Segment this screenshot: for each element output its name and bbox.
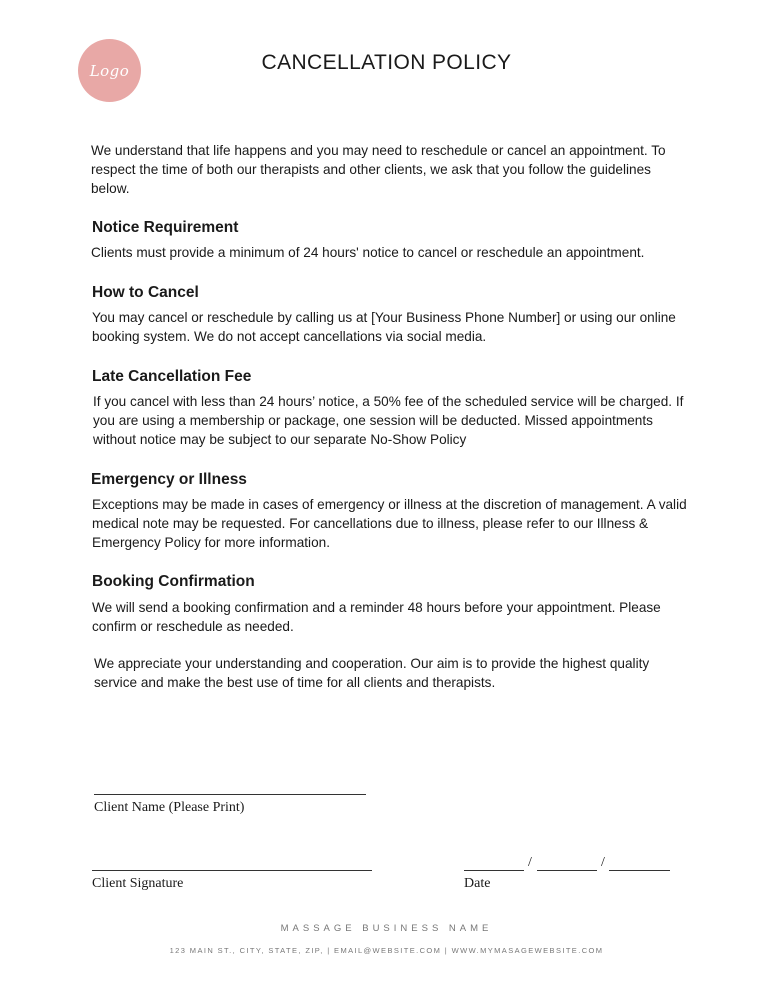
page-title: CANCELLATION POLICY bbox=[261, 51, 512, 74]
client-name-label: Client Name (Please Print) bbox=[94, 800, 245, 815]
section-heading-booking: Booking Confirmation bbox=[92, 573, 255, 590]
client-signature-line[interactable] bbox=[92, 870, 372, 871]
intro-paragraph: We understand that life happens and you may need to reschedule or cancel an appointment. To respect the time of both our therapists and other clients, we ask that you follow the guidelines below. bbox=[91, 143, 666, 196]
footer-business-name: MASSAGE BUSINESS NAME bbox=[280, 923, 493, 934]
logo-text: Logo bbox=[89, 61, 130, 80]
date-separator-1: / bbox=[528, 855, 532, 870]
section-heading-emergency: Emergency or Illness bbox=[91, 471, 247, 488]
footer-address: 123 MAIN ST., CITY, STATE, ZIP, | EMAIL@WEBSITE.COM | WWW.MYMASAGEWEBSITE.COM bbox=[169, 946, 604, 955]
date-label: Date bbox=[464, 876, 491, 891]
section-body-booking: We will send a booking confirmation and a reminder 48 hours before your appointment. Please confirm or reschedule as needed. bbox=[92, 600, 661, 634]
section-body-how-to-cancel: You may cancel or reschedule by calling us at [Your Business Phone Number] or using our online booking system. We do not accept cancellations via social media. bbox=[92, 310, 676, 344]
date-separator-2: / bbox=[601, 855, 605, 870]
section-heading-notice: Notice Requirement bbox=[92, 219, 239, 236]
section-heading-how-to-cancel: How to Cancel bbox=[92, 284, 199, 301]
section-body-late-fee: If you cancel with less than 24 hours’ notice, a 50% fee of the scheduled service will be charged. If you are using a membership or package, one session will be deducted. Missed appointments without notice may be subject to our separate No-Show Policy bbox=[93, 394, 684, 447]
section-heading-late-fee: Late Cancellation Fee bbox=[92, 368, 252, 385]
section-body-emergency: Exceptions may be made in cases of emergency or illness at the discretion of management. A valid medical note may be requested. For cancellations due to illness, please refer to our Illness & Emergency Policy for more information. bbox=[92, 497, 687, 550]
section-body-notice: Clients must provide a minimum of 24 hours' notice to cancel or reschedule an appointment. bbox=[91, 245, 645, 260]
client-name-line[interactable] bbox=[94, 794, 366, 795]
closing-paragraph: We appreciate your understanding and cooperation. Our aim is to provide the highest quality service and make the best use of time for all clients and therapists. bbox=[94, 656, 650, 690]
date-year-line[interactable] bbox=[609, 870, 670, 871]
date-month-line[interactable] bbox=[464, 870, 524, 871]
client-signature-label: Client Signature bbox=[92, 876, 184, 891]
date-day-line[interactable] bbox=[537, 870, 597, 871]
